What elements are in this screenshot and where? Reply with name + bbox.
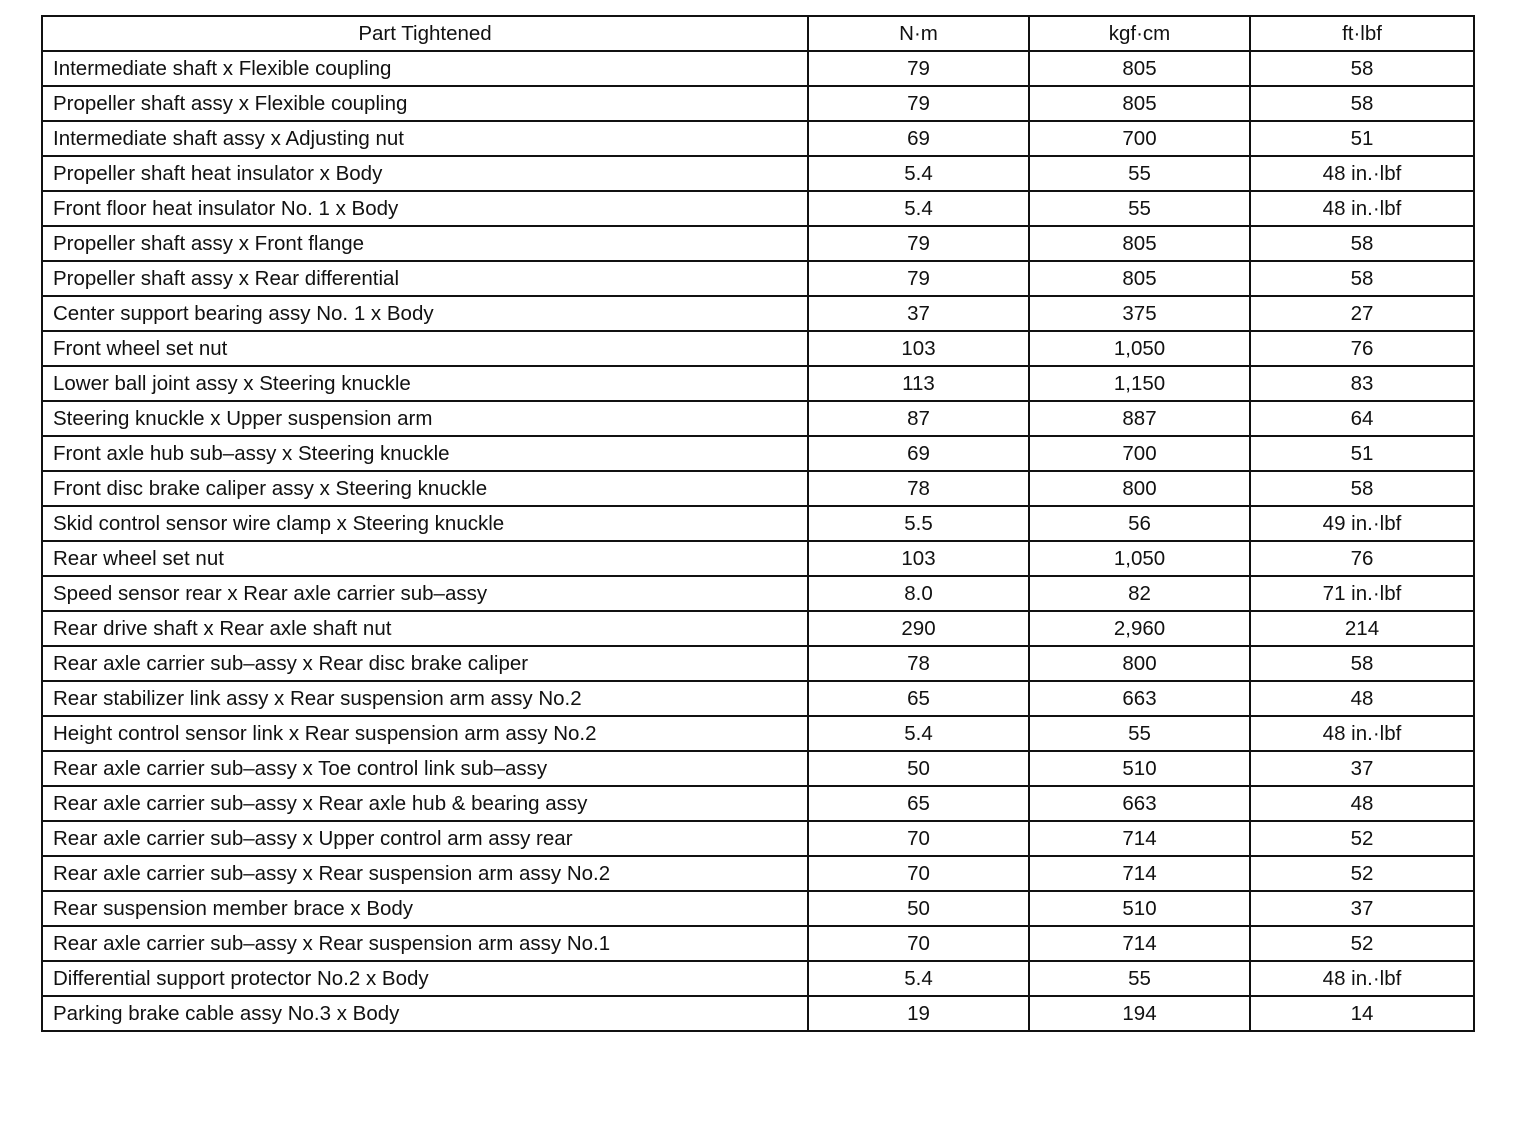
cell-ft-lbf: 58 xyxy=(1250,261,1474,296)
cell-part-tightened: Speed sensor rear x Rear axle carrier sub–assy xyxy=(42,576,808,611)
cell-part-tightened: Front floor heat insulator No. 1 x Body xyxy=(42,191,808,226)
cell-newton-meter: 290 xyxy=(808,611,1029,646)
cell-newton-meter: 70 xyxy=(808,856,1029,891)
cell-kgf-cm: 1,050 xyxy=(1029,331,1250,366)
table-row xyxy=(42,226,1474,261)
cell-part-tightened: Parking brake cable assy No.3 x Body xyxy=(42,996,808,1031)
table-row xyxy=(42,926,1474,961)
cell-newton-meter: 79 xyxy=(808,226,1029,261)
cell-newton-meter: 37 xyxy=(808,296,1029,331)
table-row xyxy=(42,331,1474,366)
cell-part-tightened: Rear wheel set nut xyxy=(42,541,808,576)
table-row xyxy=(42,646,1474,681)
cell-newton-meter: 19 xyxy=(808,996,1029,1031)
cell-ft-lbf: 27 xyxy=(1250,296,1474,331)
cell-kgf-cm: 510 xyxy=(1029,751,1250,786)
cell-part-tightened: Height control sensor link x Rear suspension arm assy No.2 xyxy=(42,716,808,751)
cell-newton-meter: 8.0 xyxy=(808,576,1029,611)
cell-newton-meter: 50 xyxy=(808,751,1029,786)
cell-newton-meter: 79 xyxy=(808,261,1029,296)
cell-newton-meter: 5.5 xyxy=(808,506,1029,541)
cell-ft-lbf: 58 xyxy=(1250,226,1474,261)
cell-newton-meter: 79 xyxy=(808,51,1029,86)
table-row xyxy=(42,296,1474,331)
cell-ft-lbf: 71 in.·lbf xyxy=(1250,576,1474,611)
cell-ft-lbf: 48 in.·lbf xyxy=(1250,156,1474,191)
table-row xyxy=(42,471,1474,506)
cell-newton-meter: 65 xyxy=(808,681,1029,716)
torque-table xyxy=(41,15,1475,1032)
cell-newton-meter: 103 xyxy=(808,541,1029,576)
cell-ft-lbf: 83 xyxy=(1250,366,1474,401)
cell-part-tightened: Differential support protector No.2 x Body xyxy=(42,961,808,996)
table-row xyxy=(42,716,1474,751)
table-row xyxy=(42,541,1474,576)
table-row xyxy=(42,786,1474,821)
cell-newton-meter: 69 xyxy=(808,436,1029,471)
cell-ft-lbf: 37 xyxy=(1250,751,1474,786)
cell-part-tightened: Propeller shaft assy x Front flange xyxy=(42,226,808,261)
cell-ft-lbf: 58 xyxy=(1250,51,1474,86)
cell-kgf-cm: 800 xyxy=(1029,471,1250,506)
cell-part-tightened: Rear axle carrier sub–assy x Upper control arm assy rear xyxy=(42,821,808,856)
cell-part-tightened: Propeller shaft assy x Flexible coupling xyxy=(42,86,808,121)
cell-newton-meter: 69 xyxy=(808,121,1029,156)
cell-part-tightened: Front wheel set nut xyxy=(42,331,808,366)
table-row xyxy=(42,366,1474,401)
cell-part-tightened: Skid control sensor wire clamp x Steering knuckle xyxy=(42,506,808,541)
cell-ft-lbf: 52 xyxy=(1250,856,1474,891)
cell-part-tightened: Front disc brake caliper assy x Steering knuckle xyxy=(42,471,808,506)
cell-part-tightened: Rear axle carrier sub–assy x Rear disc brake caliper xyxy=(42,646,808,681)
table-row xyxy=(42,681,1474,716)
cell-newton-meter: 103 xyxy=(808,331,1029,366)
cell-part-tightened: Intermediate shaft x Flexible coupling xyxy=(42,51,808,86)
cell-newton-meter: 65 xyxy=(808,786,1029,821)
table-row xyxy=(42,961,1474,996)
table-row xyxy=(42,261,1474,296)
table-row xyxy=(42,121,1474,156)
cell-newton-meter: 70 xyxy=(808,926,1029,961)
header-row xyxy=(42,16,1474,51)
cell-newton-meter: 78 xyxy=(808,646,1029,681)
cell-kgf-cm: 663 xyxy=(1029,786,1250,821)
cell-newton-meter: 113 xyxy=(808,366,1029,401)
cell-newton-meter: 79 xyxy=(808,86,1029,121)
torque-spec-sheet xyxy=(41,15,1473,1032)
cell-kgf-cm: 805 xyxy=(1029,261,1250,296)
cell-kgf-cm: 82 xyxy=(1029,576,1250,611)
cell-ft-lbf: 14 xyxy=(1250,996,1474,1031)
cell-kgf-cm: 714 xyxy=(1029,856,1250,891)
header-part-tightened: Part Tightened xyxy=(42,16,808,51)
cell-kgf-cm: 55 xyxy=(1029,156,1250,191)
cell-kgf-cm: 1,050 xyxy=(1029,541,1250,576)
table-row xyxy=(42,891,1474,926)
cell-newton-meter: 87 xyxy=(808,401,1029,436)
cell-part-tightened: Center support bearing assy No. 1 x Body xyxy=(42,296,808,331)
cell-newton-meter: 5.4 xyxy=(808,716,1029,751)
header-kgf-cm: kgf·cm xyxy=(1029,16,1250,51)
cell-part-tightened: Steering knuckle x Upper suspension arm xyxy=(42,401,808,436)
table-row xyxy=(42,401,1474,436)
cell-ft-lbf: 76 xyxy=(1250,541,1474,576)
table-row xyxy=(42,821,1474,856)
cell-newton-meter: 50 xyxy=(808,891,1029,926)
cell-ft-lbf: 51 xyxy=(1250,436,1474,471)
cell-ft-lbf: 48 xyxy=(1250,786,1474,821)
cell-ft-lbf: 58 xyxy=(1250,471,1474,506)
cell-part-tightened: Intermediate shaft assy x Adjusting nut xyxy=(42,121,808,156)
cell-newton-meter: 5.4 xyxy=(808,191,1029,226)
header-newton-meter: N·m xyxy=(808,16,1029,51)
cell-ft-lbf: 51 xyxy=(1250,121,1474,156)
cell-kgf-cm: 55 xyxy=(1029,716,1250,751)
cell-kgf-cm: 805 xyxy=(1029,226,1250,261)
cell-ft-lbf: 49 in.·lbf xyxy=(1250,506,1474,541)
table-row xyxy=(42,51,1474,86)
cell-kgf-cm: 55 xyxy=(1029,961,1250,996)
cell-part-tightened: Front axle hub sub–assy x Steering knuckle xyxy=(42,436,808,471)
cell-kgf-cm: 194 xyxy=(1029,996,1250,1031)
cell-kgf-cm: 700 xyxy=(1029,436,1250,471)
table-header xyxy=(42,16,1474,51)
cell-kgf-cm: 800 xyxy=(1029,646,1250,681)
cell-part-tightened: Rear stabilizer link assy x Rear suspension arm assy No.2 xyxy=(42,681,808,716)
cell-ft-lbf: 58 xyxy=(1250,646,1474,681)
cell-kgf-cm: 1,150 xyxy=(1029,366,1250,401)
cell-kgf-cm: 510 xyxy=(1029,891,1250,926)
table-row xyxy=(42,751,1474,786)
table-body xyxy=(42,51,1474,1031)
cell-kgf-cm: 55 xyxy=(1029,191,1250,226)
table-row xyxy=(42,191,1474,226)
cell-kgf-cm: 663 xyxy=(1029,681,1250,716)
cell-part-tightened: Lower ball joint assy x Steering knuckle xyxy=(42,366,808,401)
cell-ft-lbf: 48 in.·lbf xyxy=(1250,191,1474,226)
cell-part-tightened: Rear suspension member brace x Body xyxy=(42,891,808,926)
cell-part-tightened: Rear axle carrier sub–assy x Rear suspension arm assy No.1 xyxy=(42,926,808,961)
cell-ft-lbf: 48 in.·lbf xyxy=(1250,961,1474,996)
cell-part-tightened: Rear axle carrier sub–assy x Rear axle hub & bearing assy xyxy=(42,786,808,821)
cell-newton-meter: 70 xyxy=(808,821,1029,856)
cell-ft-lbf: 76 xyxy=(1250,331,1474,366)
cell-part-tightened: Rear drive shaft x Rear axle shaft nut xyxy=(42,611,808,646)
header-ft-lbf: ft·lbf xyxy=(1250,16,1474,51)
cell-kgf-cm: 2,960 xyxy=(1029,611,1250,646)
table-row xyxy=(42,856,1474,891)
cell-kgf-cm: 375 xyxy=(1029,296,1250,331)
cell-kgf-cm: 700 xyxy=(1029,121,1250,156)
table-row xyxy=(42,86,1474,121)
cell-ft-lbf: 48 in.·lbf xyxy=(1250,716,1474,751)
cell-kgf-cm: 56 xyxy=(1029,506,1250,541)
table-row xyxy=(42,436,1474,471)
table-row xyxy=(42,996,1474,1031)
cell-ft-lbf: 58 xyxy=(1250,86,1474,121)
table-row xyxy=(42,506,1474,541)
cell-part-tightened: Rear axle carrier sub–assy x Rear suspension arm assy No.2 xyxy=(42,856,808,891)
table-row xyxy=(42,611,1474,646)
cell-ft-lbf: 214 xyxy=(1250,611,1474,646)
cell-ft-lbf: 48 xyxy=(1250,681,1474,716)
cell-kgf-cm: 805 xyxy=(1029,86,1250,121)
cell-kgf-cm: 805 xyxy=(1029,51,1250,86)
cell-newton-meter: 5.4 xyxy=(808,961,1029,996)
cell-ft-lbf: 64 xyxy=(1250,401,1474,436)
cell-part-tightened: Propeller shaft heat insulator x Body xyxy=(42,156,808,191)
cell-ft-lbf: 37 xyxy=(1250,891,1474,926)
cell-ft-lbf: 52 xyxy=(1250,821,1474,856)
cell-part-tightened: Propeller shaft assy x Rear differential xyxy=(42,261,808,296)
cell-kgf-cm: 714 xyxy=(1029,821,1250,856)
table-row xyxy=(42,156,1474,191)
cell-part-tightened: Rear axle carrier sub–assy x Toe control link sub–assy xyxy=(42,751,808,786)
cell-kgf-cm: 714 xyxy=(1029,926,1250,961)
cell-newton-meter: 78 xyxy=(808,471,1029,506)
cell-ft-lbf: 52 xyxy=(1250,926,1474,961)
cell-kgf-cm: 887 xyxy=(1029,401,1250,436)
cell-newton-meter: 5.4 xyxy=(808,156,1029,191)
table-row xyxy=(42,576,1474,611)
